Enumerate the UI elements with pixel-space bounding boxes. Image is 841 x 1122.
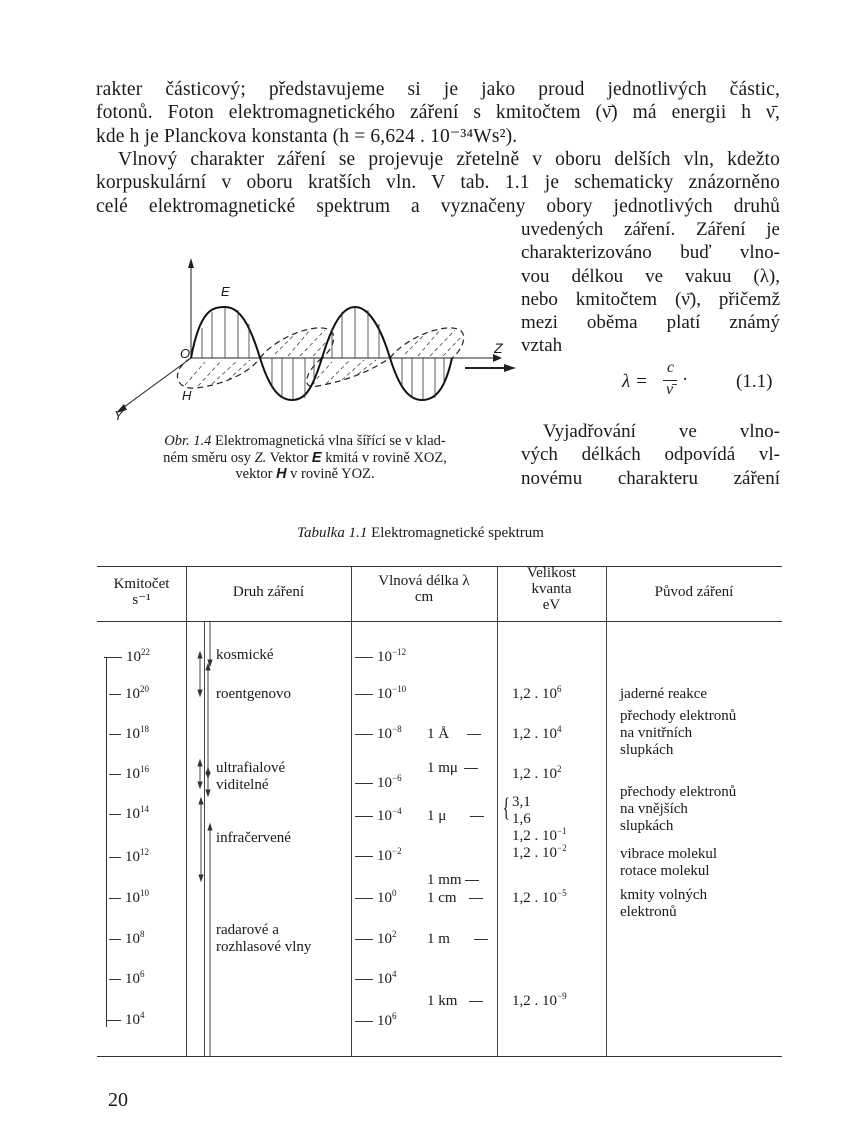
col-divider <box>351 567 352 1056</box>
text-line: charakterizováno buď vlno- <box>521 242 780 264</box>
wavelength-tick: $10^{-10}$ <box>355 686 406 703</box>
label-origin: O <box>180 346 191 361</box>
wavelength-unit-micron: 1 μ <box>427 808 484 825</box>
frequency-tick: $10^4$ <box>106 1012 145 1029</box>
equation-lhs: λ = <box>622 371 648 392</box>
frequency-tick: $10^{12}$ <box>109 849 149 866</box>
wavelength-tick: $10^{-4}$ <box>355 808 402 825</box>
radiation-type-cosmic: kosmické <box>216 647 274 663</box>
equation-dot: · <box>682 369 689 390</box>
quantum-value: 1,2 . $10^6$ <box>512 684 562 702</box>
table-title-prefix: Tabulka 1.1 <box>297 525 368 541</box>
paragraph-wavelength-expression <box>521 420 780 490</box>
figure-em-wave <box>100 250 520 430</box>
frequency-tick: $10^{10}$ <box>109 890 149 907</box>
equation-numerator: c <box>667 359 675 376</box>
quantum-value: 1,2 . $10^{-5}$ <box>512 888 567 906</box>
wavelength-tick: $10^0$ <box>355 890 397 907</box>
text-line: Vlnový charakter záření se projevuje zřetelně v oboru delších vln, kdežto <box>118 149 780 170</box>
frequency-tick: $10^8$ <box>109 931 145 948</box>
quantum-value: 1,6 <box>512 811 531 827</box>
header-frequency: Kmitočet s⁻¹ <box>113 576 170 608</box>
wavelength-tick: $10^2$ <box>355 931 397 948</box>
equation-1-1 <box>620 359 780 405</box>
table-title: Tabulka 1.1 Elektromagnetické spektrum <box>297 525 544 541</box>
quantum-value: 1,2 . $10^{-1}$ <box>512 826 567 844</box>
table-bottom-rule <box>97 1056 782 1057</box>
text-line: celé elektromagnetické spektrum a vyznačeny obory jednotlivých druhů <box>96 195 780 217</box>
radiation-type-infrared: infračervené <box>216 830 291 846</box>
label-e-vector: E <box>221 284 230 299</box>
wavelength-tick: $10^4$ <box>355 971 397 988</box>
wavelength-unit-centimeter: 1 cm <box>427 890 483 907</box>
quantum-value: 3,1 <box>512 794 531 810</box>
caption-line-1: Obr. 1.4 Elektromagnetická vlna šířící se v klad- <box>164 433 446 449</box>
page-number: 20 <box>108 1089 128 1111</box>
wavelength-unit-millimeter: 1 mm <box>427 872 479 889</box>
paragraph-right-column <box>521 218 780 358</box>
caption-line-2: ném směru osy Z. Vektor E kmitá v rovině XOZ, <box>163 449 447 466</box>
text-line: vých délkách odpovídá vl- <box>521 444 780 466</box>
wavelength-tick: $10^{-6}$ <box>355 775 402 792</box>
origin-inner-shell: přechody elektronů na vnitřních slupkách <box>620 708 737 758</box>
quantum-value: 1,2 . $10^4$ <box>512 724 562 742</box>
label-y-axis: Y <box>114 408 123 423</box>
text-line: fotonů. Foton elektromagnetického záření s kmitočtem (ν̄) má energii h ν̄, <box>96 102 780 124</box>
quantum-value: 1,2 . $10^2$ <box>512 764 562 782</box>
equation-label: (1.1) <box>736 371 773 392</box>
col-divider <box>606 567 607 1056</box>
frequency-tick: $10^{20}$ <box>109 686 149 703</box>
curly-brace: { <box>502 793 510 822</box>
origin-free-electrons: kmity volných elektronů <box>620 887 708 920</box>
frequency-tick: $10^{18}$ <box>109 726 149 743</box>
frequency-tick: $10^{16}$ <box>109 766 149 783</box>
wavelength-tick: $10^{-2}$ <box>355 848 402 865</box>
header-type: Druh záření <box>232 584 305 600</box>
radiation-type-radio: rozhlasové vlny <box>216 939 312 955</box>
wavelength-tick: $10^6$ <box>355 1013 397 1030</box>
text-line: novému charakteru záření <box>521 467 780 489</box>
wavelength-tick: $10^{-8}$ <box>355 726 402 743</box>
text-line: mezi oběma platí známý <box>521 312 780 334</box>
frequency-tick: $10^6$ <box>109 971 145 988</box>
text-line: Vyjadřování ve vlno- <box>543 421 780 442</box>
wavelength-unit-meter: 1 m <box>427 931 488 948</box>
text-line: vou délkou ve vakuu (λ), <box>521 265 780 287</box>
text-line: korpuskulární v oboru kratších vln. V tab. 1.1 je schematicky znázorněno <box>96 172 780 194</box>
origin-outer-shell: přechody elektronů na vnějších slupkách <box>620 784 737 834</box>
origin-nuclear: jaderné reakce <box>620 686 708 702</box>
origin-molecular: vibrace molekul rotace molekul <box>620 846 718 879</box>
wavelength-unit-angstrom: 1 Å <box>427 726 481 743</box>
text-line: vztah <box>521 335 563 357</box>
text-line: kde h je Planckova konstanta (h = 6,624 . 10⁻³⁴Ws²). <box>96 125 518 147</box>
paragraph-photon-energy <box>96 78 780 148</box>
table-top-rule <box>97 566 782 567</box>
frequency-scale-line <box>106 657 107 1027</box>
label-h-vector: H <box>182 388 192 403</box>
text-line: nebo kmitočtem (ν̄), přičemž <box>521 288 780 310</box>
header-quantum: Velikost kvanta eV <box>526 565 577 613</box>
caption-prefix: Obr. 1.4 <box>164 433 212 449</box>
radiation-type-visible: viditelné <box>216 777 269 793</box>
wavelength-tick: $10^{-12}$ <box>355 649 406 666</box>
figure-caption <box>100 433 510 483</box>
range-arrows <box>186 622 216 1056</box>
paragraph-wave-character <box>96 148 780 218</box>
text-line: uvedených záření. Záření je <box>521 219 780 240</box>
text-line: rakter částicový; představujeme si je jako proud jednotlivých částic, <box>96 79 780 100</box>
col-divider <box>497 567 498 1056</box>
wavelength-unit-kilometer: 1 km <box>427 993 483 1010</box>
header-wavelength: Vlnová délka λ cm <box>378 573 470 605</box>
header-origin: Původ záření <box>654 584 734 600</box>
frequency-tick: $10^{14}$ <box>109 806 149 823</box>
wavelength-unit-millimicron: 1 mμ <box>427 760 478 777</box>
radiation-type-radar: radarové a <box>216 922 279 938</box>
equation-denominator: ν̄ <box>666 381 674 398</box>
radiation-type-xray: roentgenovo <box>216 686 291 702</box>
quantum-value: 1,2 . $10^{-2}$ <box>512 843 567 861</box>
caption-line-3: vektor H v rovině YOZ. <box>235 466 375 482</box>
label-z-axis: Z <box>494 340 503 356</box>
radiation-type-uv: ultrafialové <box>216 760 286 776</box>
frequency-tick: $10^{22}$ <box>104 649 150 666</box>
quantum-value: 1,2 . $10^{-9}$ <box>512 991 567 1009</box>
em-wave-diagram <box>100 250 520 430</box>
